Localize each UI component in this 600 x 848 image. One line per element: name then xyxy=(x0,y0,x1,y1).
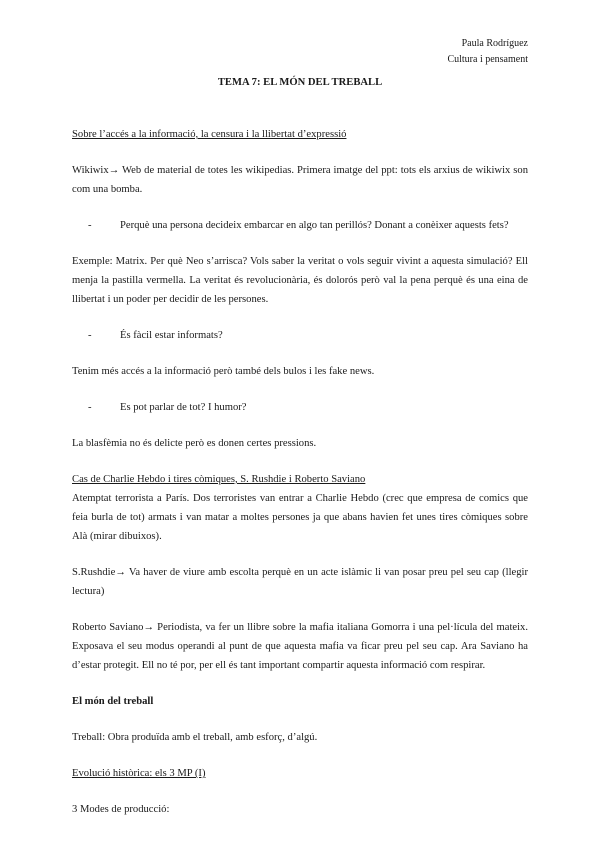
document-title: TEMA 7: EL MÓN DEL TREBALL xyxy=(217,77,383,88)
bullet-dash: - xyxy=(88,330,92,341)
section-heading-work: El món del treball xyxy=(72,696,154,707)
paragraph-saviano: Roberto Saviano→ Periodista, va fer un llibre sobre la mafia italiana Gomorra i una pel·lícula del mateix. Exposava el seu modus operandi al punt de que aquesta mafia va ficar preu pel seu cap. Ara Saviano ha d’estar protegit. Ell no té por, per ell és tant important compartir aquesta informació com respirar. xyxy=(72,622,528,671)
paragraph-access: Tenim més accés a la informació però també dels bulos i les fake news. xyxy=(72,366,375,377)
bullet-item-1 xyxy=(72,216,528,235)
paragraph-work-definition: Treball: Obra produïda amb el treball, amb esforç, d’algú. xyxy=(72,732,318,743)
paragraph-charlie-hebdo: Atemptat terrorista a París. Dos terroristes van entrar a Charlie Hebdo (crec que empresa de comics que feia burla de tot) armats i van matar a moltes persones ja que abans havien fet unes tires còmiques sobre Alà (mirar dibuixos). xyxy=(72,493,528,542)
section-heading-information: Sobre l’accés a la informació, la censura i la llibertat d’expressió xyxy=(72,129,347,140)
author-name: Paula Rodríguez xyxy=(461,38,528,49)
section-heading-evolution: Evolució històrica: els 3 MP (I) xyxy=(72,768,206,779)
bullet-item-2 xyxy=(72,326,528,345)
bullet-item-3 xyxy=(72,398,528,417)
bullet-dash: - xyxy=(88,402,92,413)
bullet-dash: - xyxy=(88,220,92,231)
bullet-text: Es pot parlar de tot? I humor? xyxy=(120,402,247,413)
paragraph-rushdie: S.Rushdie→ Va haver de viure amb escolta perquè en un acte islàmic li van posar preu pel seu cap (llegir lectura) xyxy=(72,567,528,597)
course-name: Cultura i pensament xyxy=(447,54,528,65)
paragraph-production-modes: 3 Modes de producció: xyxy=(72,804,170,815)
paragraph-matrix: Exemple: Matrix. Per què Neo s’arrisca? Vols saber la veritat o vols seguir vivint a aquesta simulació? Ell menja la pastilla vermella. La veritat és revolucionària, és dolorós però val la pena perquè és una eina de llibertat i un poder per decidir de les persones. xyxy=(72,256,528,305)
section-heading-cases: Cas de Charlie Hebdo i tires còmiques, S. Rushdie i Roberto Saviano xyxy=(72,474,366,485)
paragraph-wikiwix: Wikiwix→ Web de material de totes les wikipedias. Primera imatge del ppt: tots els arxius de wikiwix son com una bomba. xyxy=(72,165,528,195)
paragraph-blasphemy: La blasfèmia no és delicte però es donen certes pressions. xyxy=(72,438,317,449)
bullet-text: Perquè una persona decideix embarcar en algo tan perillós? Donant a conèixer aquests fets? xyxy=(120,220,509,231)
bullet-text: És fàcil estar informats? xyxy=(120,330,223,341)
document-body xyxy=(72,125,528,819)
document-page xyxy=(72,0,528,848)
document-header xyxy=(447,36,528,68)
